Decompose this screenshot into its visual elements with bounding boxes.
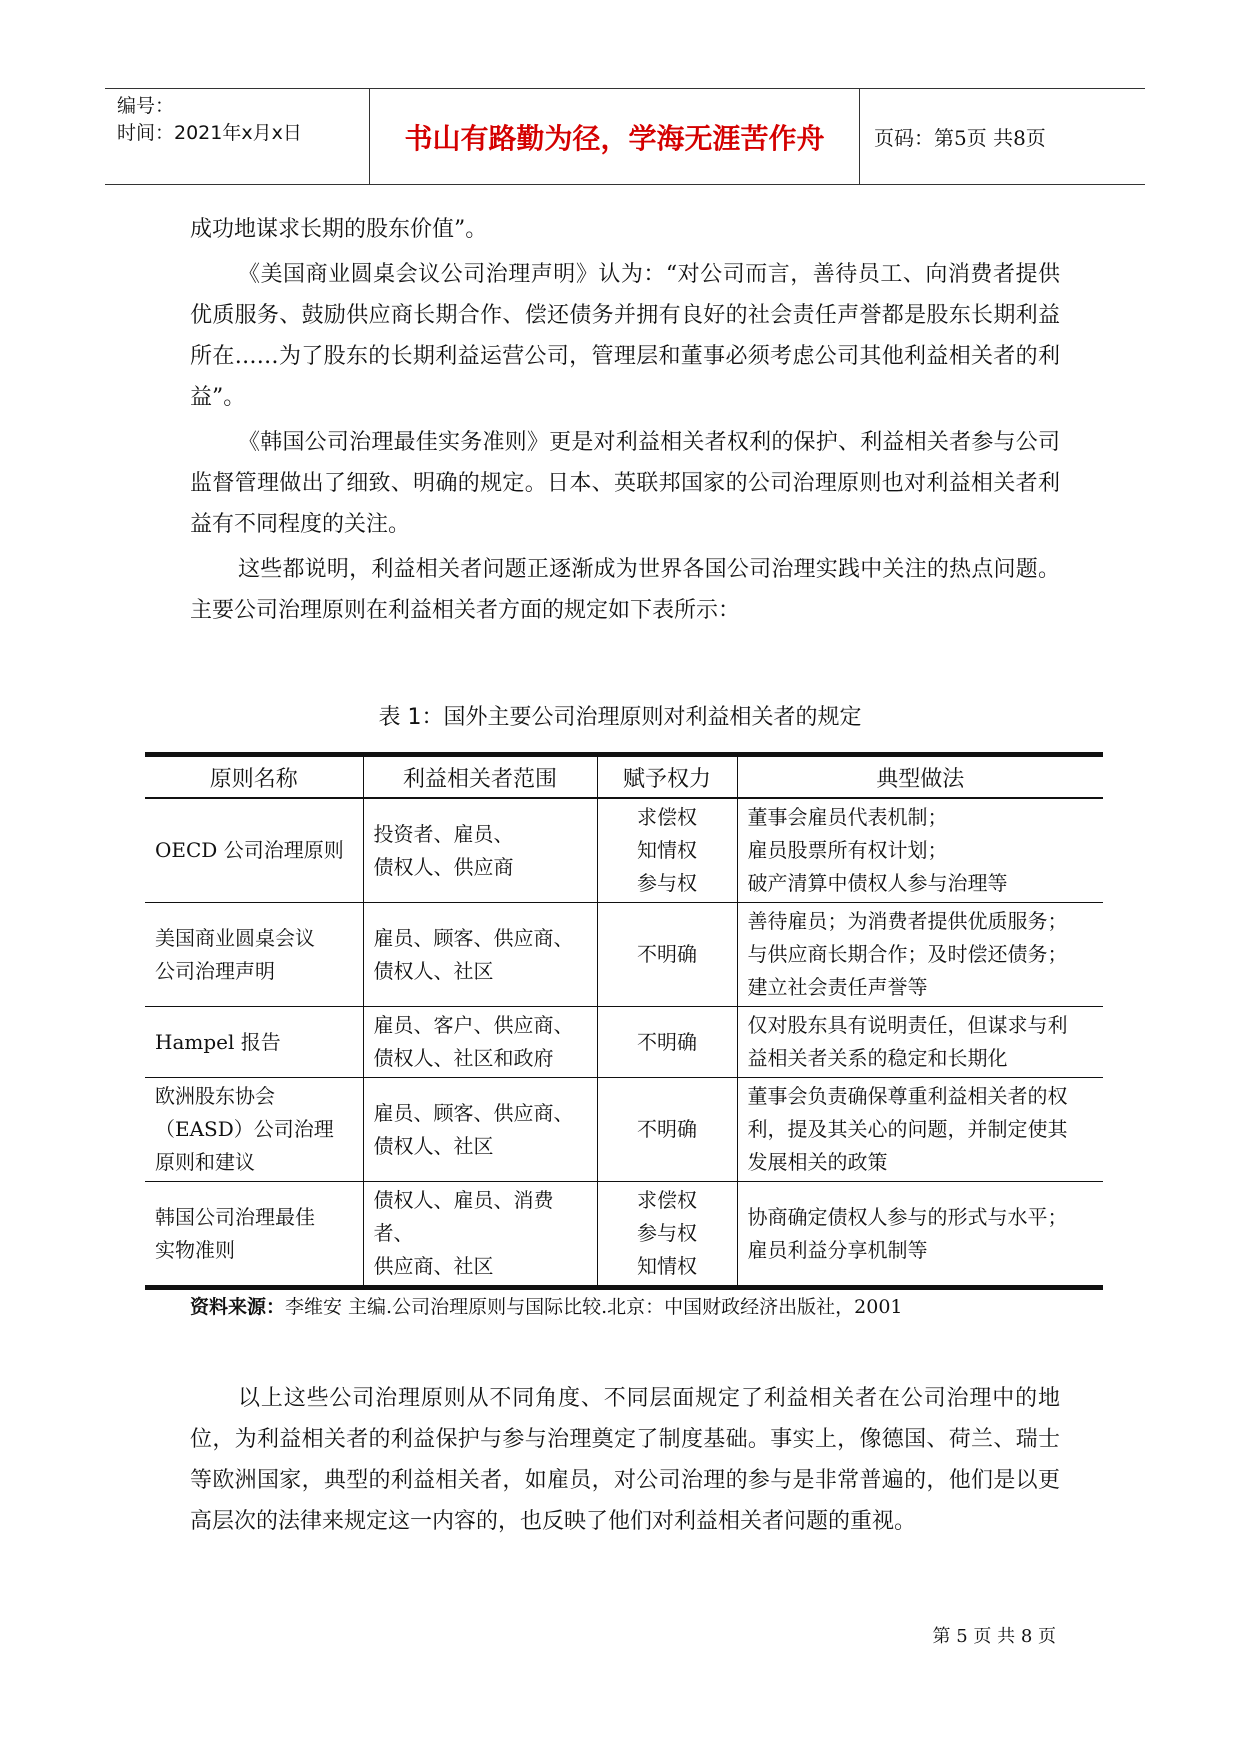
stakeholder-rules-table [145, 752, 1103, 1290]
table-row [145, 1078, 1103, 1182]
table-cell-scope: 雇员、顾客、供应商、 债权人、社区 [363, 903, 597, 1007]
table-cell-scope: 雇员、顾客、供应商、 债权人、社区 [363, 1078, 597, 1182]
closing-text [190, 1378, 1060, 1546]
time-label: 时间：2021年x月x日 [117, 122, 302, 144]
table-cell-rights: 不明确 [597, 1007, 737, 1078]
column-header: 赋予权力 [597, 755, 737, 799]
table-cell-practice: 协商确定债权人参与的形式与水平； 雇员利益分享机制等 [737, 1182, 1103, 1288]
table-cell-practice: 仅对股东具有说明责任，但谋求与利 益相关者关系的稳定和长期化 [737, 1007, 1103, 1078]
source-text: 李维安 主编.公司治理原则与国际比较.北京：中国财政经济出版社，2001 [285, 1296, 903, 1318]
table-cell-name: Hampel 报告 [145, 1007, 363, 1078]
table-cell-practice: 董事会雇员代表机制； 雇员股票所有权计划； 破产清算中债权人参与治理等 [737, 798, 1103, 903]
table-cell-name: 欧洲股东协会 （EASD）公司治理 原则和建议 [145, 1078, 363, 1182]
table-row [145, 1007, 1103, 1078]
table-row [145, 798, 1103, 903]
column-header: 典型做法 [737, 755, 1103, 799]
page-header [105, 88, 1145, 185]
header-page-code: 页码：第5页 共8页 [874, 126, 1046, 150]
table-cell-rights: 不明确 [597, 903, 737, 1007]
column-header: 利益相关者范围 [363, 755, 597, 799]
table-cell-rights: 不明确 [597, 1078, 737, 1182]
table-cell-name: 韩国公司治理最佳 实物准则 [145, 1182, 363, 1288]
paragraph: 成功地谋求长期的股东价值”。 [190, 217, 488, 242]
header-motto: 书山有路勤为径，学海无涯苦作舟 [370, 89, 860, 184]
table-cell-practice: 善待雇员；为消费者提供优质服务； 与供应商长期合作；及时偿还债务； 建立社会责任声誉等 [737, 903, 1103, 1007]
paragraph: 以上这些公司治理原则从不同角度、不同层面规定了利益相关者在公司治理中的地位，为利益相关者的利益保护与参与治理奠定了制度基础。事实上，像德国、荷兰、瑞士等欧洲国家，典型的利益相关者，如雇员，对公司治理的参与是非常普遍的，他们是以更高层次的法律来规定这一内容的，也反映了他们对利益相关者问题的重视。 [190, 1386, 1060, 1534]
paragraph: 这些都说明，利益相关者问题正逐渐成为世界各国公司治理实践中关注的热点问题。主要公司治理原则在利益相关者方面的规定如下表所示： [190, 557, 1060, 623]
table-cell-practice: 董事会负责确保尊重利益相关者的权 利，提及其关心的问题，并制定使其 发展相关的政策 [737, 1078, 1103, 1182]
table-cell-scope: 投资者、雇员、 债权人、供应商 [363, 798, 597, 903]
table-header-row [145, 755, 1103, 799]
data-source [190, 1292, 903, 1319]
header-meta [105, 89, 370, 184]
column-header: 原则名称 [145, 755, 363, 799]
table-row [145, 903, 1103, 1007]
source-label: 资料来源： [190, 1296, 286, 1318]
table-cell-scope: 雇员、客户、供应商、 债权人、社区和政府 [363, 1007, 597, 1078]
table-caption: 表 1：国外主要公司治理原则对利益相关者的规定 [378, 705, 862, 730]
paragraph: 《韩国公司治理最佳实务准则》更是对利益相关者权利的保护、利益相关者参与公司监督管理做出了细致、明确的规定。日本、英联邦国家的公司治理原则也对利益相关者利益有不同程度的关注。 [190, 430, 1060, 537]
intro-text [190, 209, 1060, 635]
table-cell-rights: 求偿权 知情权 参与权 [597, 798, 737, 903]
page-footer: 第 5 页 共 8 页 [932, 1626, 1056, 1647]
table-row [145, 1182, 1103, 1288]
table-cell-name: OECD 公司治理原则 [145, 798, 363, 903]
table-cell-name: 美国商业圆桌会议 公司治理声明 [145, 903, 363, 1007]
table-cell-scope: 债权人、雇员、消费者、 供应商、社区 [363, 1182, 597, 1288]
table-cell-rights: 求偿权 参与权 知情权 [597, 1182, 737, 1288]
number-label: 编号： [117, 95, 175, 117]
paragraph: 《美国商业圆桌会议公司治理声明》认为：“对公司而言，善待员工、向消费者提供优质服务、鼓励供应商长期合作、偿还债务并拥有良好的社会责任声誉都是股东长期利益所在……为了股东的长期利益运营公司，管理层和董事必须考虑公司其他利益相关者的利益”。 [190, 262, 1060, 410]
